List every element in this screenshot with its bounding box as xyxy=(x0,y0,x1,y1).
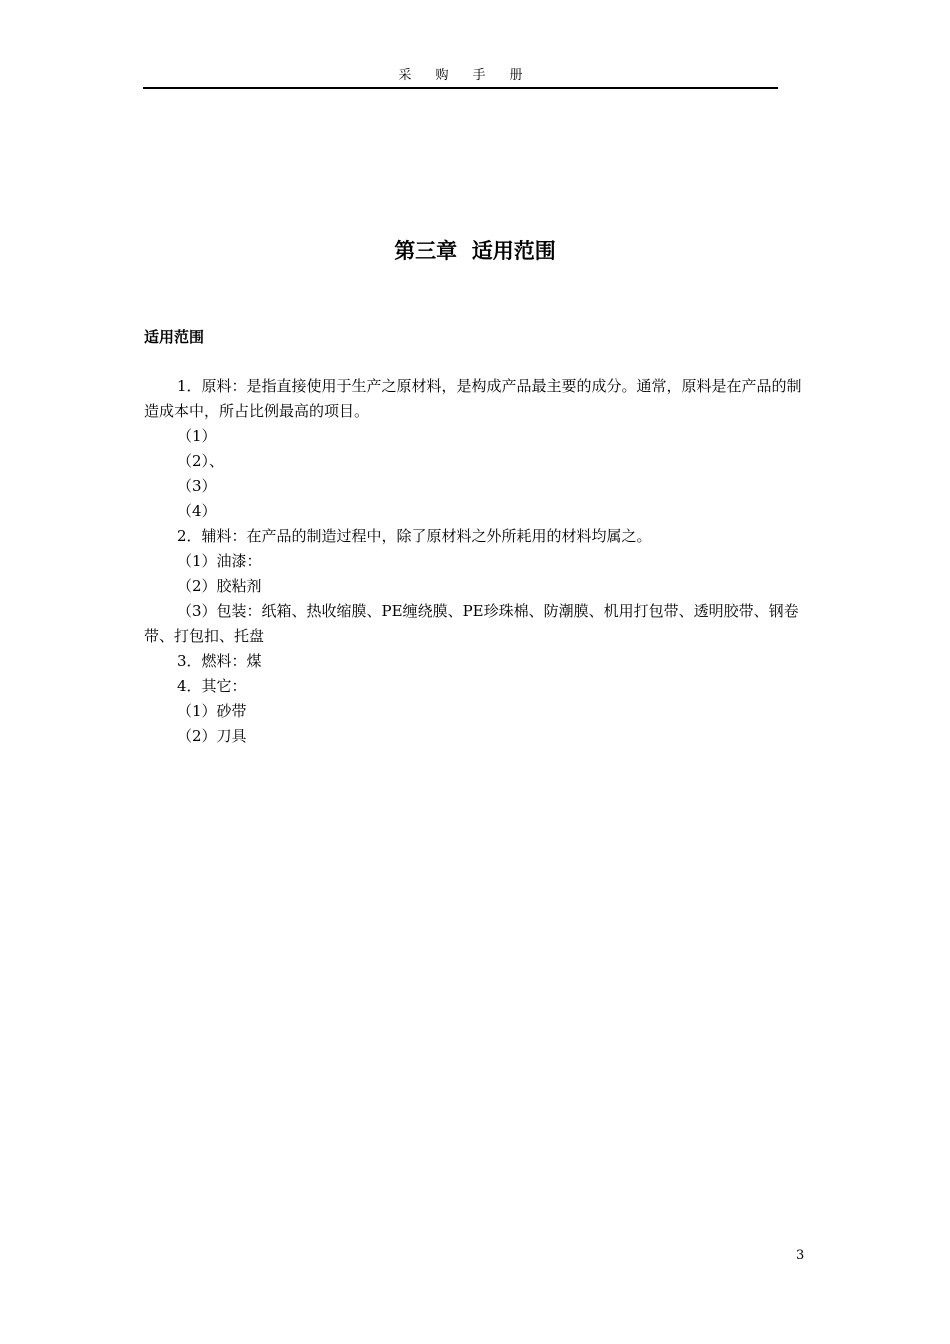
paragraph-raw-materials: 1．原料：是指直接使用于生产之原材料，是构成产品最主要的成分。通常，原料是在产品的制造成本中，所占比例最高的项目。 xyxy=(144,377,802,420)
list-item: （2）胶粘剂 xyxy=(177,577,262,595)
header-divider xyxy=(143,87,778,89)
list-item: （1）砂带 xyxy=(177,702,247,720)
list-item: （2）、 xyxy=(177,452,225,470)
chapter-title: 第三章 适用范围 xyxy=(394,239,556,263)
page-number: 3 xyxy=(796,1248,805,1263)
section-heading: 适用范围 xyxy=(144,328,205,346)
list-item: （1）油漆： xyxy=(177,552,262,570)
list-item: （3） xyxy=(177,477,217,495)
list-item: （2）刀具 xyxy=(177,727,247,745)
list-item: （1） xyxy=(177,427,217,445)
list-item-packaging: （3）包装：纸箱、热收缩膜、PE缠绕膜、PE珍珠棉、防潮膜、机用打包带、透明胶带、钢卷带、打包扣、托盘 xyxy=(144,602,799,645)
paragraph-auxiliary-materials: 2．辅料：在产品的制造过程中，除了原材料之外所耗用的材料均属之。 xyxy=(177,527,652,545)
paragraph-fuel: 3．燃料：煤 xyxy=(177,652,262,670)
list-item: （4） xyxy=(177,502,217,520)
running-header: 采购手册 xyxy=(398,68,547,83)
body-content xyxy=(144,374,808,749)
paragraph-other: 4．其它： xyxy=(177,677,247,695)
